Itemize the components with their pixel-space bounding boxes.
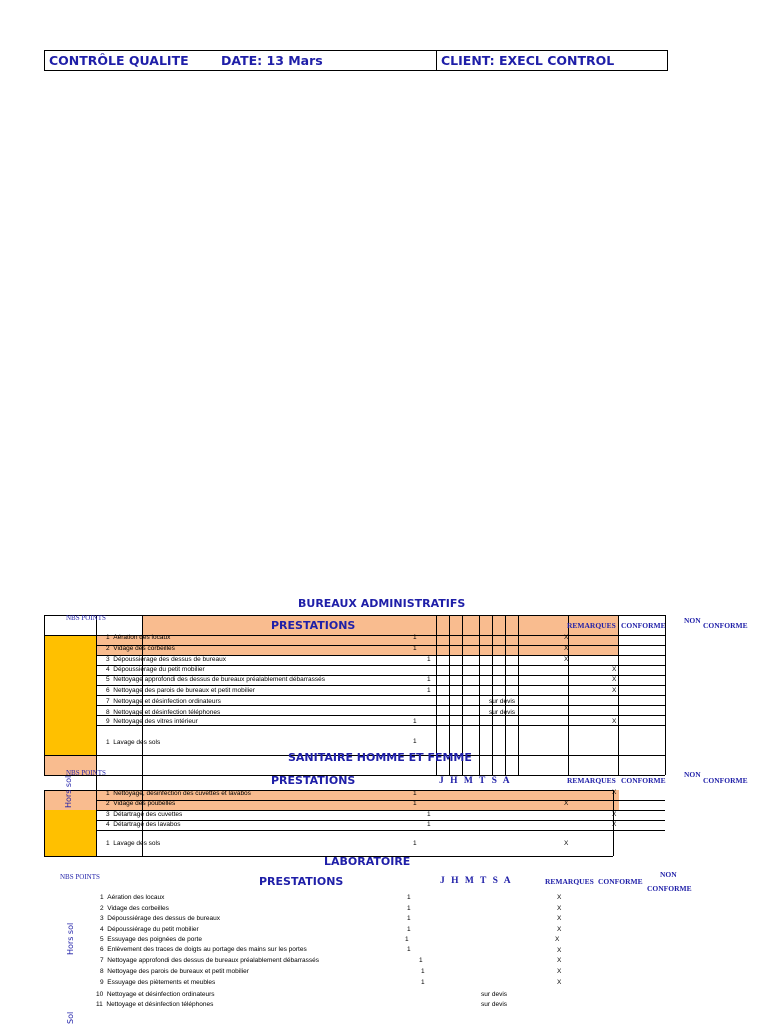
category-cell-fill — [44, 635, 96, 755]
prestations-heading: PRESTATIONS — [271, 774, 356, 787]
nbs-points-label: NBS POINTS — [60, 873, 100, 881]
conformity-mark: X — [557, 894, 562, 901]
points-value: 1 — [427, 687, 431, 694]
prestations-heading: PRESTATIONS — [259, 875, 344, 888]
conformity-mark: X — [612, 821, 617, 828]
points-value: 1 — [421, 968, 425, 975]
points-value: 1 — [407, 915, 411, 922]
points-value: 1 — [427, 656, 431, 663]
section-title-sanitaire: SANITAIRE HOMME ET FEMME — [288, 751, 472, 764]
conformity-mark: X — [612, 676, 617, 683]
table-row: 4 Dépoussiérage du petit mobilier — [100, 926, 199, 933]
points-value: 1 — [413, 645, 417, 652]
conformity-mark: X — [564, 656, 569, 663]
hors-sol-label: Hors sol — [64, 775, 73, 808]
table-row: 1 Lavage des sols — [106, 840, 161, 847]
conformity-mark: X — [612, 811, 617, 818]
section-title-laboratoire: LABORATOIRE — [324, 855, 411, 868]
prestations-header-fill — [142, 615, 618, 635]
points-value: 1 — [413, 634, 417, 641]
conformity-mark: X — [564, 645, 569, 652]
table-row: 8 Nettoyage des parois de bureaux et petit mobilier — [100, 968, 249, 975]
table-row: 4 Dépoussiérage du petit mobilier — [106, 666, 205, 673]
table-row: 9 Nettoyage des vitres intérieur — [106, 718, 198, 725]
weekday-header: J H M T S A — [440, 876, 513, 886]
conformity-mark: X — [555, 936, 560, 943]
conformity-mark: X — [564, 840, 569, 847]
table-row: 3 Détartrage des cuvettes — [106, 811, 183, 818]
conformity-mark: X — [612, 687, 617, 694]
table-row: 11 Nettoyage et désinfection téléphones — [96, 1001, 214, 1008]
header-bar — [44, 50, 668, 71]
conforme-heading: CONFORME — [621, 621, 666, 630]
points-value: 1 — [413, 718, 417, 725]
header-date: DATE: 13 Mars — [221, 53, 323, 68]
header-client: CLIENT: EXECL CONTROL — [441, 53, 615, 68]
points-value: 1 — [427, 676, 431, 683]
conformity-mark: X — [557, 957, 562, 964]
section-title-bureaux: BUREAUX ADMINISTRATIFS — [298, 597, 466, 610]
conformity-mark: X — [557, 947, 562, 954]
hors-sol-label: Hors sol — [66, 922, 75, 955]
points-value: 1 — [421, 979, 425, 986]
table-row: 3 Dépoussiérage des dessus de bureaux — [100, 915, 220, 922]
non-conforme-heading-a: NON — [684, 770, 701, 779]
table-row: 4 Détartrage des lavabos — [106, 821, 181, 828]
conforme-heading: CONFORME — [598, 877, 643, 886]
non-conforme-heading-b: CONFORME — [703, 776, 748, 785]
quote-note: sur devis — [489, 698, 516, 705]
points-value: 1 — [419, 957, 423, 964]
table-row: 2 Vidage des corbeilles — [106, 645, 175, 652]
row-fill — [96, 635, 619, 645]
table-row: 7 Nettoyage et désinfection ordinateurs — [106, 698, 221, 705]
remarques-heading: REMARQUES — [567, 776, 616, 785]
quote-note: sur devis — [489, 709, 516, 716]
points-value: 1 — [413, 738, 417, 745]
points-value: 1 — [405, 936, 409, 943]
conforme-heading: CONFORME — [621, 776, 666, 785]
points-value: 1 — [427, 811, 431, 818]
points-value: 1 — [427, 821, 431, 828]
table-row: 7 Nettoyage approfondi des dessus de bureaux préalablement débarrassés — [100, 957, 319, 964]
quote-note: sur devis — [481, 991, 508, 998]
points-value: 1 — [413, 800, 417, 807]
table-row: 1 Lavage des sols — [106, 739, 161, 746]
points-value: 1 — [413, 790, 417, 797]
points-value: 1 — [407, 926, 411, 933]
table-row: 5 Essuyage des poignées de porte — [100, 936, 202, 943]
header-title: CONTRÔLE QUALITE — [49, 53, 189, 68]
table-row: 2 Vidage des corbeilles — [100, 905, 169, 912]
points-value: 1 — [407, 946, 411, 953]
table-row: 3 Dépoussiérage des dessus de bureaux — [106, 656, 226, 663]
table-row: 8 Nettoyage et désinfection téléphones — [106, 709, 221, 716]
category-cell-fill — [44, 810, 96, 856]
table-row: 1 Nettoyage, désinfection des cuvettes et lavabos — [106, 790, 251, 797]
remarques-heading: REMARQUES — [567, 621, 616, 630]
non-conforme-heading-b: CONFORME — [703, 621, 748, 630]
nbs-points-label: NBS POINTS — [66, 769, 106, 777]
table-row: 1 Aération des locaux — [100, 894, 165, 901]
conformity-mark: X — [564, 800, 569, 807]
non-conforme-heading-b: CONFORME — [647, 884, 692, 893]
non-conforme-heading-a: NON — [660, 870, 677, 879]
remarques-heading: REMARQUES — [545, 877, 594, 886]
conformity-mark: X — [557, 979, 562, 986]
conformity-mark: X — [612, 666, 617, 673]
table-row: 5 Nettoyage approfondi des dessus de bureaux préalablement débarrassés — [106, 676, 325, 683]
table-row: 1 Aération des locaux — [106, 634, 171, 641]
nbs-points-label: NBS POINTS — [66, 614, 106, 622]
conformity-mark: X — [557, 968, 562, 975]
sol-label: Sol — [66, 1011, 75, 1024]
conformity-mark: X — [557, 915, 562, 922]
points-value: 1 — [413, 840, 417, 847]
points-value: 1 — [407, 905, 411, 912]
table-row: 6 Enlèvement des traces de doigts au portage des mains sur les portes — [100, 946, 307, 953]
conformity-mark: X — [564, 634, 569, 641]
points-value: 1 — [407, 894, 411, 901]
table-row: 10 Nettoyage et désinfection ordinateurs — [96, 991, 215, 998]
weekday-header: J H M T S A — [439, 776, 512, 786]
header-divider — [436, 51, 437, 70]
table-row: 6 Nettoyage des parois de bureaux et petit mobilier — [106, 687, 255, 694]
non-conforme-heading-a: NON — [684, 616, 701, 625]
table-row: 2 Vidage des poubelles — [106, 800, 176, 807]
conformity-mark: X — [557, 905, 562, 912]
conformity-mark: X — [557, 926, 562, 933]
conformity-mark: X — [612, 718, 617, 725]
conformity-mark: X — [612, 789, 617, 796]
quote-note: sur devis — [481, 1001, 508, 1008]
prestations-heading: PRESTATIONS — [271, 619, 356, 632]
table-row: 9 Essuyage des piètements et meubles — [100, 979, 216, 986]
